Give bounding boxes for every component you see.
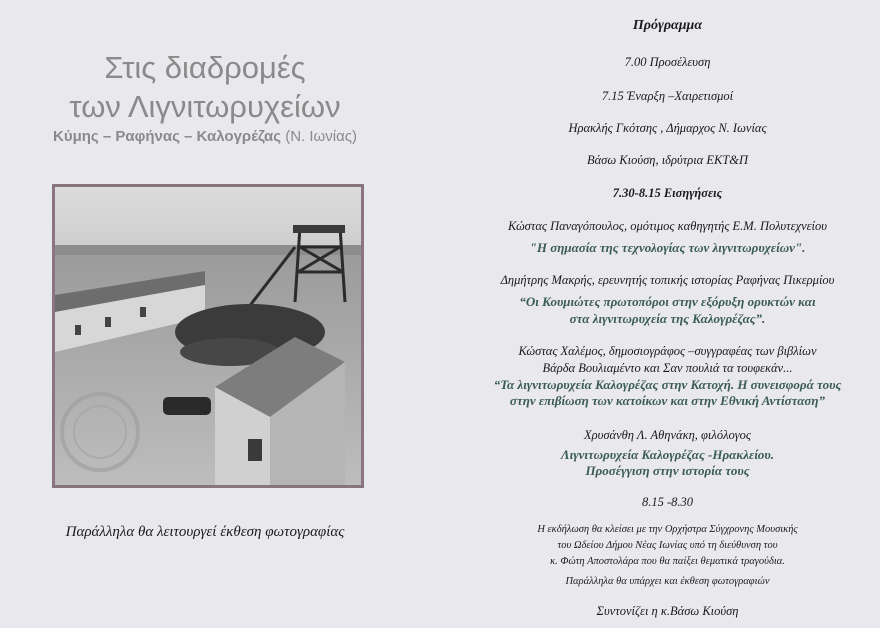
program-heading: Πρόγραμμα <box>632 18 703 33</box>
talk-1-title: "Η σημασία της τεχνολογίας των λιγνιτωρυχείων". <box>529 240 806 255</box>
talk-4-title-line-2: Προσέγγιση στην ιστορία τους <box>585 463 750 478</box>
talks-heading: 7.30-8.15 Εισηγήσεις <box>612 186 723 200</box>
speaker-4: Χρυσάνθη Λ. Αθηνάκη, φιλόλογος <box>584 428 751 442</box>
closing-line-2: του Ωδείου Δήμου Νέας Ιωνίας υπό τη διεύθυνση του <box>557 540 778 551</box>
music-time: 8.15 -8.30 <box>641 495 694 509</box>
closing-line-1: Η εκδήλωση θα κλείσει με την Ορχήστρα Σύγχρονης Μουσικής <box>537 524 798 535</box>
left-panel <box>0 0 410 628</box>
speaker-2: Δημήτρης Μακρής, ερευνητής τοπικής ιστορίας Ραφήνας Πικερμίου <box>500 273 835 287</box>
event-title-line-2: των Λιγνιτωρυχείων <box>69 89 341 124</box>
photo-window <box>105 317 111 327</box>
speaker-3-line-2: Βάρδα Βουλιαμέντο και Σαν πουλιά τα τουφεκάν... <box>542 361 793 375</box>
greeting-mayor: Ηρακλής Γκότσης , Δήμαρχος Ν. Ιωνίας <box>568 121 767 135</box>
talk-2-title-line-1: “Οι Κουμιώτες πρωτοπόροι στην εξόρυξη ορυκτών και <box>519 294 816 309</box>
photo-car <box>163 397 211 415</box>
speaker-3-line-1: Κώστας Χαλέμος, δημοσιογράφος –συγγραφέας των βιβλίων <box>518 344 817 358</box>
program-arrival: 7.00 Προσέλευση <box>624 55 711 69</box>
subtitle-region: (Ν. Ιωνίας) <box>281 128 357 145</box>
photo-shed-door <box>248 439 262 461</box>
talk-2-title-line-2: στα λιγνιτωρυχεία της Καλογρέζας”. <box>569 311 766 326</box>
talk-3-title-line-2: στην επιβίωση των κατοίκων και στην Εθνική Αντίσταση” <box>509 393 826 408</box>
event-subtitle <box>0 128 410 145</box>
photo-window <box>75 325 81 335</box>
mine-photo-illustration <box>55 187 361 485</box>
speaker-1: Κώστας Παναγόπουλος, ομότιμος καθηγητής Ε.Μ. Πολυτεχνείου <box>507 219 828 233</box>
photo-headframe-top <box>293 225 345 233</box>
exhibition-caption: Παράλληλα θα λειτουργεί έκθεση φωτογραφίας <box>65 524 345 540</box>
program-opening: 7.15 Έναρξη –Χαιρετισμοί <box>601 89 734 103</box>
subtitle-places: Κύμης – Ραφήνας – Καλογρέζας <box>53 128 282 145</box>
program-panel <box>455 0 880 628</box>
coordinator: Συντονίζει η κ.Βάσω Κιούση <box>596 604 739 618</box>
photo-window <box>140 307 146 317</box>
closing-line-3: κ. Φώτη Αποστολάρα που θα παίξει θεματικά τραγούδια. <box>550 556 785 567</box>
talk-3-title-line-1: “Τα λιγνιτωρυχεία Καλογρέζας στην Κατοχή. Η συνεισφορά τους <box>493 377 842 392</box>
event-title-line-1: Στις διαδρομές <box>104 50 306 85</box>
greeting-founder: Βάσω Κιούση, ιδρύτρια ΕΚΤ&Π <box>586 153 749 167</box>
historic-mine-photo <box>52 184 364 488</box>
exhibition-note: Παράλληλα θα υπάρχει και έκθεση φωτογραφιών <box>565 576 770 587</box>
talk-4-title-line-1: Λιγνιτωρυχεία Καλογρέζας -Ηρακλείου. <box>560 447 775 462</box>
